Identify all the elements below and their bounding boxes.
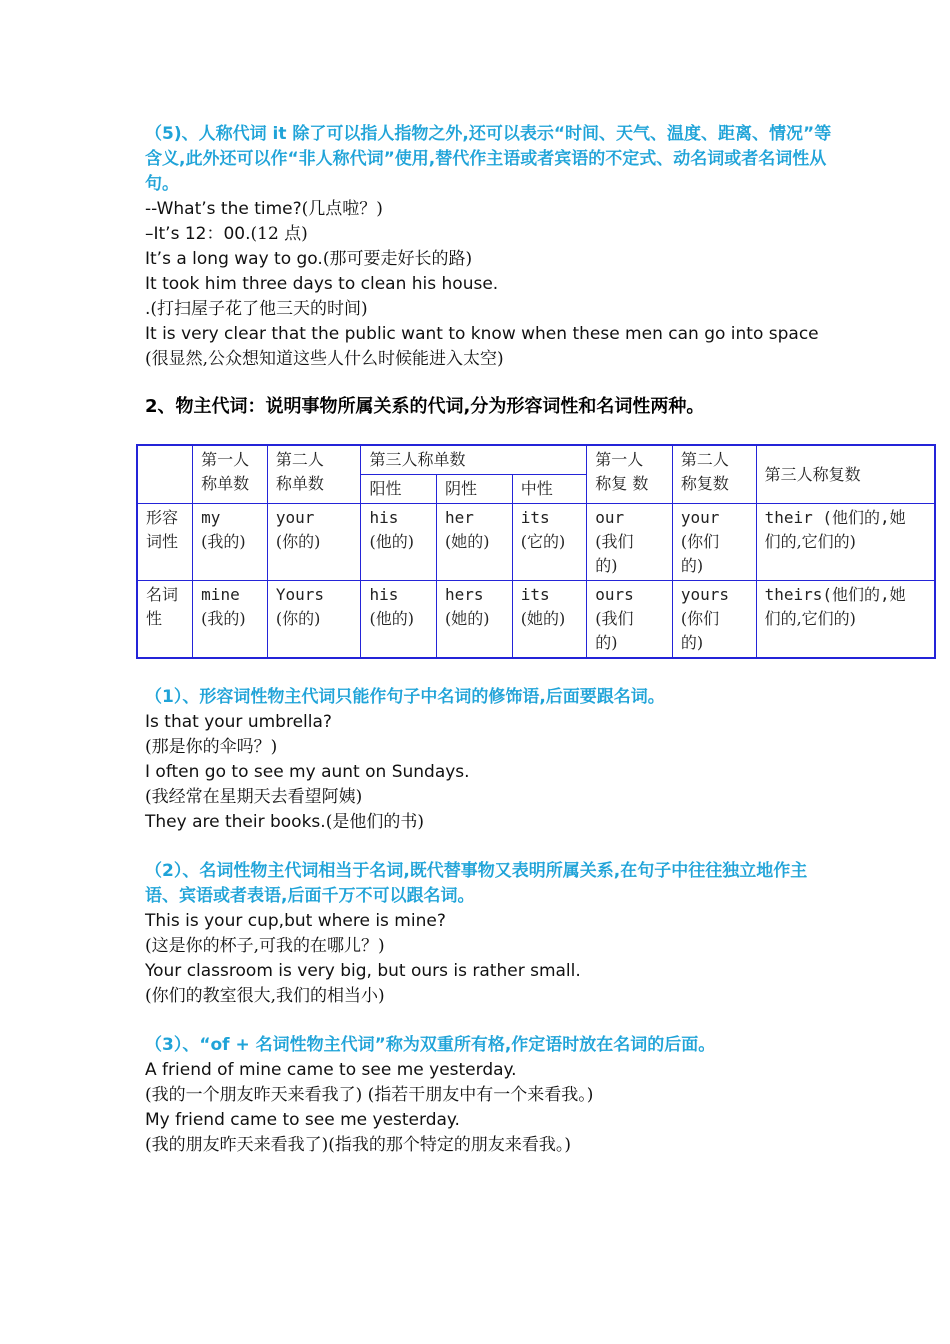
example-line: [145, 760, 945, 785]
table-cell: [267, 504, 361, 581]
example-line: [145, 909, 945, 934]
example-zh: (我的一个朋友昨天来看我了) (指若干朋友中有一个来看我。): [145, 1085, 594, 1105]
table-cell: [756, 581, 935, 659]
cell-gloss: (你的): [275, 609, 321, 628]
example-line: [145, 197, 945, 222]
cell-gloss: (它的): [520, 532, 566, 551]
cell-gloss: (他的): [369, 532, 414, 551]
cell-word: your: [680, 508, 720, 527]
cell-gloss: (她的): [520, 609, 566, 628]
cell-gloss: (你们: [680, 532, 720, 551]
example-line: [145, 1058, 945, 1083]
example-zh: (你们的教室很大,我们的相当小): [145, 986, 385, 1006]
table-corner-cell: [137, 445, 193, 504]
header-masculine: 阳性: [361, 475, 437, 504]
table-cell: [587, 504, 673, 581]
cell-word: ours: [595, 585, 634, 604]
example-line: [145, 1083, 945, 1108]
table-cell: [512, 581, 587, 659]
header-text: 称复 数: [595, 474, 649, 493]
example-line: [145, 222, 945, 247]
cell-gloss: 们的,它们的): [764, 609, 856, 628]
cell-gloss: (你的): [275, 532, 321, 551]
header-neuter: 中性: [512, 475, 587, 504]
cell-word: yours: [680, 585, 730, 604]
table-cell: [672, 581, 756, 659]
cell-gloss: 的): [595, 556, 618, 575]
example-en: It is very clear that the public want to know when these men can go into space: [145, 324, 819, 344]
row-label-text: 性: [146, 609, 163, 628]
example-zh: (是他们的书): [325, 812, 424, 832]
example-en: They are their books.: [145, 812, 326, 832]
header-text: 第二人: [680, 450, 729, 469]
header-second-singular: [267, 445, 361, 504]
header-first-plural: [587, 445, 673, 504]
table-cell: [193, 581, 268, 659]
example-en: --What’s the time?: [145, 199, 302, 219]
table-cell: [361, 581, 437, 659]
example-line: [145, 959, 945, 984]
header-feminine: 阴性: [437, 475, 513, 504]
row-label-text: 名词: [146, 585, 179, 604]
row-label-text: 词性: [146, 532, 179, 551]
section-2-heading: 2、物主代词：说明事物所属关系的代词,分为形容词性和名词性两种。: [145, 396, 705, 417]
table-cell: [512, 504, 587, 581]
cell-word: its: [520, 508, 550, 527]
example-line: [145, 934, 945, 959]
cell-gloss: 的): [680, 556, 704, 575]
cell-gloss: 的): [680, 633, 704, 652]
cell-gloss: (他的): [369, 609, 414, 628]
subsection-1-heading: （1）、形容词性物主代词只能作句子中名词的修饰语,后面要跟名词。: [145, 687, 665, 707]
cell-gloss: (你们: [680, 609, 720, 628]
cell-word: hers: [445, 585, 484, 604]
table-header-row: [137, 445, 935, 475]
example-zh: (我经常在星期天去看望阿姨): [145, 787, 363, 807]
example-line: [145, 297, 945, 322]
example-zh: (那可要走好长的路): [322, 249, 473, 269]
example-en: –It’s 12：00.: [145, 224, 251, 244]
subsection-1-examples: [145, 710, 945, 835]
table-row-noun: [137, 581, 935, 659]
example-line: [145, 347, 945, 372]
header-text: 第一人: [595, 450, 644, 469]
possessive-pronoun-table: [136, 444, 936, 659]
example-en: A friend of mine came to see me yesterday.: [145, 1060, 517, 1080]
example-zh: (这是你的杯子,可我的在哪儿？): [145, 936, 385, 956]
example-line: [145, 322, 945, 347]
table-row-adjective: [137, 504, 935, 581]
document-page: [145, 122, 945, 1158]
example-en: Your classroom is very big, but ours is rather small.: [145, 961, 581, 981]
header-first-singular: [193, 445, 268, 504]
header-third-singular: 第三人称单数: [361, 445, 587, 475]
cell-word: our: [595, 508, 625, 527]
example-line: [145, 785, 945, 810]
example-line: [145, 710, 945, 735]
example-en: I often go to see my aunt on Sundays.: [145, 762, 470, 782]
example-en: My friend came to see me yesterday.: [145, 1110, 460, 1130]
cell-word: his: [369, 585, 399, 604]
example-zh: (我的朋友昨天来看我了)(指我的那个特定的朋友来看我。): [145, 1135, 572, 1155]
example-line: [145, 272, 945, 297]
header-text: 称单数: [201, 474, 250, 493]
table-cell: [672, 504, 756, 581]
example-zh: (那是你的伞吗？): [145, 737, 278, 757]
section-5-examples: [145, 197, 945, 372]
cell-gloss: (我们: [595, 532, 634, 551]
example-en: .: [145, 299, 151, 319]
cell-gloss: (我的): [201, 532, 246, 551]
example-line: [145, 810, 945, 835]
row-label-text: 形容: [146, 508, 179, 527]
section-5-heading: （5)、人称代词 it 除了可以指人指物之外,还可以表示“时间、天气、温度、距离、情况”等含义,此外还可以作“非人称代词”使用,替代作主语或者宾语的不定式、动名词或者名词性从句。: [145, 124, 832, 194]
table-cell: [587, 581, 673, 659]
row-label: [137, 504, 193, 581]
example-zh: (12 点): [250, 224, 308, 244]
example-line: [145, 735, 945, 760]
example-zh: (几点啦？): [301, 199, 383, 219]
cell-word: his: [369, 508, 399, 527]
cell-gloss: 的): [595, 633, 618, 652]
cell-gloss: (她的): [445, 609, 490, 628]
subsection-2-examples: [145, 909, 945, 1009]
subsection-3-heading: （3）、“of + 名词性物主代词”称为双重所有格,作定语时放在名词的后面。: [145, 1035, 716, 1055]
table-cell: [361, 504, 437, 581]
cell-gloss: 们的,它们的): [764, 532, 856, 551]
cell-word: their (他们的,她: [764, 508, 906, 527]
example-en: This is your cup,but where is mine?: [145, 911, 446, 931]
header-text: 第二人: [275, 450, 324, 469]
cell-word: my: [201, 508, 221, 527]
example-en: It took him three days to clean his house.: [145, 274, 499, 294]
header-second-plural: [672, 445, 756, 504]
header-text: 第一人: [201, 450, 250, 469]
cell-word: her: [445, 508, 474, 527]
table-cell: [437, 504, 513, 581]
example-line: [145, 247, 945, 272]
cell-word: theirs(他们的,她: [764, 585, 906, 604]
table-cell: [267, 581, 361, 659]
table-cell: [193, 504, 268, 581]
example-zh: (很显然,公众想知道这些人什么时候能进入太空): [145, 349, 504, 369]
cell-word: mine: [201, 585, 240, 604]
cell-word: Yours: [275, 585, 325, 604]
subsection-3-examples: [145, 1058, 945, 1158]
example-line: [145, 1108, 945, 1133]
subsection-2-heading: （2）、名词性物主代词相当于名词,既代替事物又表明所属关系,在句子中往往独立地作主语、宾语或者表语,后面千万不可以跟名词。: [145, 861, 808, 906]
example-line: [145, 1133, 945, 1158]
header-text: 称单数: [275, 474, 324, 493]
table-cell: [756, 504, 935, 581]
example-en: It’s a long way to go.: [145, 249, 323, 269]
row-label: [137, 581, 193, 659]
cell-gloss: (她的): [445, 532, 490, 551]
header-third-plural: 第三人称复数: [756, 445, 935, 504]
example-zh: (打扫屋子花了他三天的时间): [150, 299, 368, 319]
cell-gloss: (我的): [201, 609, 246, 628]
header-text: 称复数: [680, 474, 729, 493]
cell-gloss: (我们: [595, 609, 634, 628]
example-en: Is that your umbrella?: [145, 712, 332, 732]
cell-word: your: [275, 508, 315, 527]
cell-word: its: [520, 585, 550, 604]
example-line: [145, 984, 945, 1009]
table-cell: [437, 581, 513, 659]
